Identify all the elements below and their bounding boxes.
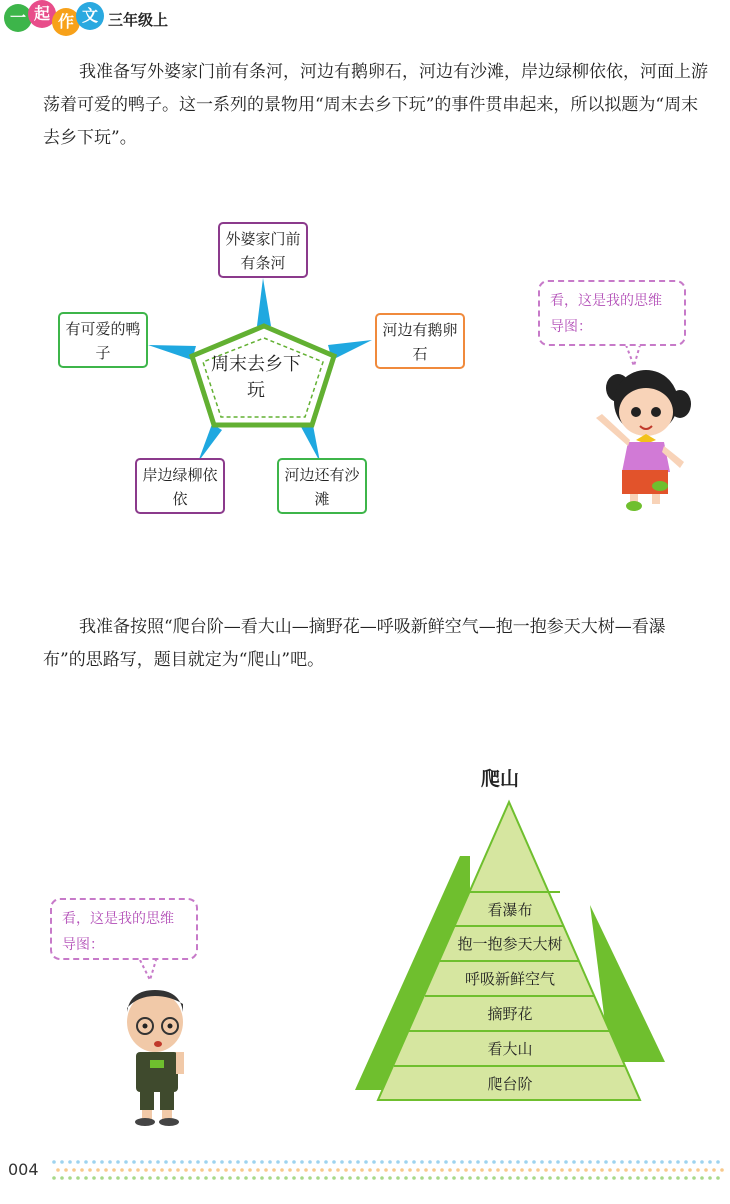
grade-label: 三年级上 [108,11,169,29]
mindmap-node-beach: 河边还有沙滩 [277,458,367,514]
mindmap-node-ducks: 有可爱的鸭子 [58,312,148,368]
mountain-step-6: 爬台阶 [487,1075,533,1093]
climbing-paragraph: 我准备按照“爬台阶—看大山—摘野花—呼吸新鲜空气—抱一抱参天大树—看瀑布”的思路写，题目就定为“爬山”吧。 [43,617,666,670]
spoke-left [148,345,196,360]
intro-paragraph: 我准备写外婆家门前有条河，河边有鹅卵石，河边有沙滩，岸边绿柳依依，河面上游荡着可爱的鸭子。这一系列的景物用“周末去乡下玩”的事件贯串起来，所以拟题为“周末去乡下玩”。 [43,62,708,148]
mindmap-node-pebbles: 河边有鹅卵石 [375,313,465,369]
mountain-title: 爬山 [480,768,519,790]
brand-char-3: 作 [52,8,80,36]
girl-illustration [596,370,691,511]
boy-speech-bubble: 看，这是我的思维导图： [50,898,198,960]
boy-illustration [127,990,184,1126]
boy-bubble-tail [140,960,156,980]
girl-bubble-tail [626,345,640,366]
mindmap-node-river: 外婆家门前有条河 [218,222,308,278]
mountain-step-1: 看瀑布 [487,901,533,919]
page-number: 004 [8,1160,39,1179]
mindmap-node-willows: 岸边绿柳依依 [135,458,225,514]
spoke-down-left [198,424,222,462]
mountain-step-3: 呼吸新鲜空气 [464,970,555,988]
spoke-up [257,278,271,326]
brand-char-1: 一 [4,4,32,32]
mindmap-center-label: 周末去乡下玩 [211,354,301,401]
mountain-step-5: 看大山 [487,1040,533,1058]
brand-char-4: 文 [76,2,104,30]
mountain-step-2: 抱一抱参天大树 [457,935,563,953]
mountain-step-4: 摘野花 [487,1005,533,1023]
brand-char-2: 起 [28,0,56,28]
girl-speech-bubble: 看，这是我的思维导图： [538,280,686,346]
footer-dots [50,1156,730,1186]
